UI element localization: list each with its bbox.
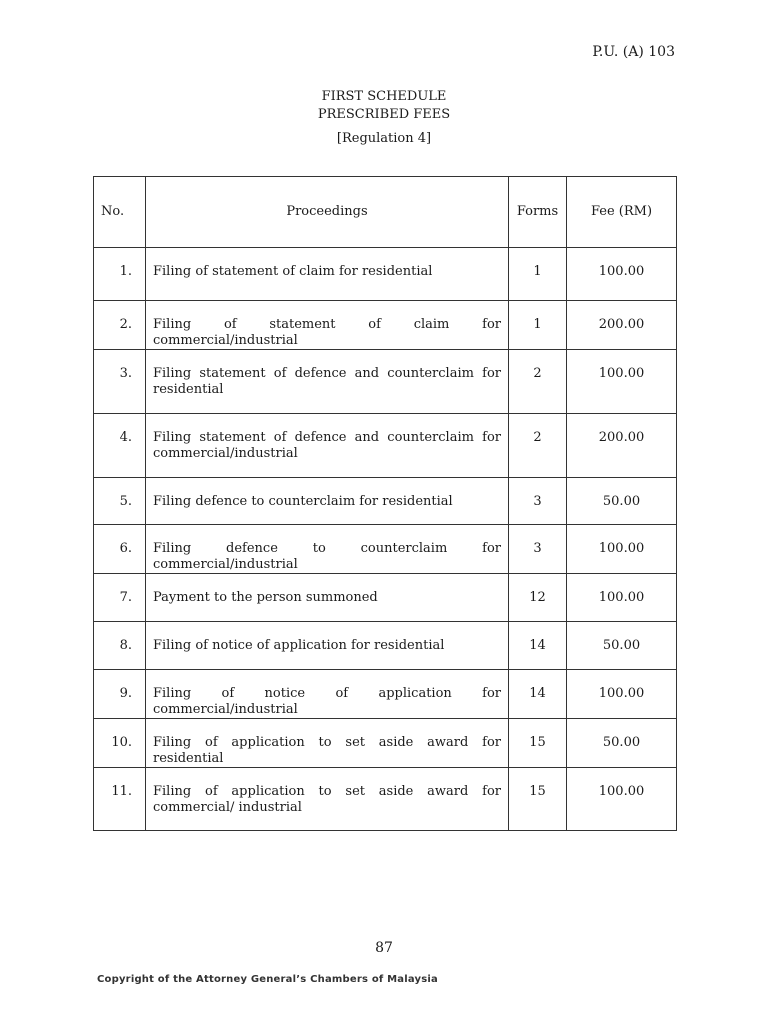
proceeding-cell: Filing of application to set aside award for commercial/ industrial (146, 768, 509, 831)
proceeding-cell: Filing statement of defence and counterclaim for residential (146, 350, 509, 414)
form-cell: 15 (509, 768, 567, 831)
proceeding-cell: Filing of application to set aside award for residential (146, 719, 509, 768)
proceeding-cell: Filing defence to counterclaim for commercial/industrial (146, 525, 509, 574)
form-cell: 3 (509, 525, 567, 574)
schedule-title: FIRST SCHEDULE (321, 89, 447, 104)
column-header-no: No. (94, 177, 146, 248)
form-cell: 14 (509, 622, 567, 670)
fee-cell: 50.00 (567, 719, 677, 768)
document-reference: P.U. (A) 103 (592, 44, 675, 60)
table-row (94, 622, 677, 670)
table-row (94, 414, 677, 478)
fees-table (93, 176, 677, 831)
fee-cell: 200.00 (567, 301, 677, 350)
page-number: 87 (375, 940, 393, 956)
row-number: 5. (94, 478, 146, 525)
row-number: 10. (94, 719, 146, 768)
row-number: 9. (94, 670, 146, 719)
column-header-forms: Forms (509, 177, 567, 248)
table-row (94, 248, 677, 301)
row-number: 8. (94, 622, 146, 670)
schedule-heading (0, 88, 768, 148)
regulation-reference: [Regulation 4] (336, 131, 432, 146)
row-number: 2. (94, 301, 146, 350)
proceeding-cell: Filing defence to counterclaim for residential (146, 478, 509, 525)
form-cell: 2 (509, 350, 567, 414)
form-cell: 1 (509, 248, 567, 301)
row-number: 6. (94, 525, 146, 574)
table-row (94, 478, 677, 525)
fee-cell: 100.00 (567, 670, 677, 719)
row-number: 3. (94, 350, 146, 414)
form-cell: 15 (509, 719, 567, 768)
row-number: 4. (94, 414, 146, 478)
fee-cell: 200.00 (567, 414, 677, 478)
row-number: 1. (94, 248, 146, 301)
fee-cell: 50.00 (567, 622, 677, 670)
row-number: 11. (94, 768, 146, 831)
form-cell: 12 (509, 574, 567, 622)
form-cell: 14 (509, 670, 567, 719)
table-row (94, 768, 677, 831)
proceeding-cell: Filing of statement of claim for residential (146, 248, 509, 301)
fee-cell: 100.00 (567, 350, 677, 414)
table-row (94, 525, 677, 574)
fee-cell: 100.00 (567, 248, 677, 301)
column-header-fee: Fee (RM) (567, 177, 677, 248)
fee-cell: 100.00 (567, 574, 677, 622)
table-row (94, 719, 677, 768)
fee-cell: 100.00 (567, 525, 677, 574)
column-header-proceedings: Proceedings (146, 177, 509, 248)
fee-cell: 100.00 (567, 768, 677, 831)
table-row (94, 301, 677, 350)
row-number: 7. (94, 574, 146, 622)
form-cell: 1 (509, 301, 567, 350)
table-header-row (94, 177, 677, 248)
proceeding-cell: Payment to the person summoned (146, 574, 509, 622)
proceeding-cell: Filing of notice of application for residential (146, 622, 509, 670)
table-row (94, 574, 677, 622)
proceeding-cell: Filing statement of defence and counterclaim for commercial/industrial (146, 414, 509, 478)
schedule-subtitle: PRESCRIBED FEES (317, 107, 451, 122)
proceeding-cell: Filing of statement of claim for commercial/industrial (146, 301, 509, 350)
table-row (94, 670, 677, 719)
form-cell: 3 (509, 478, 567, 525)
table-row (94, 350, 677, 414)
copyright-notice: Copyright of the Attorney General’s Chambers of Malaysia (97, 974, 438, 985)
proceeding-cell: Filing of notice of application for commercial/industrial (146, 670, 509, 719)
form-cell: 2 (509, 414, 567, 478)
fee-cell: 50.00 (567, 478, 677, 525)
